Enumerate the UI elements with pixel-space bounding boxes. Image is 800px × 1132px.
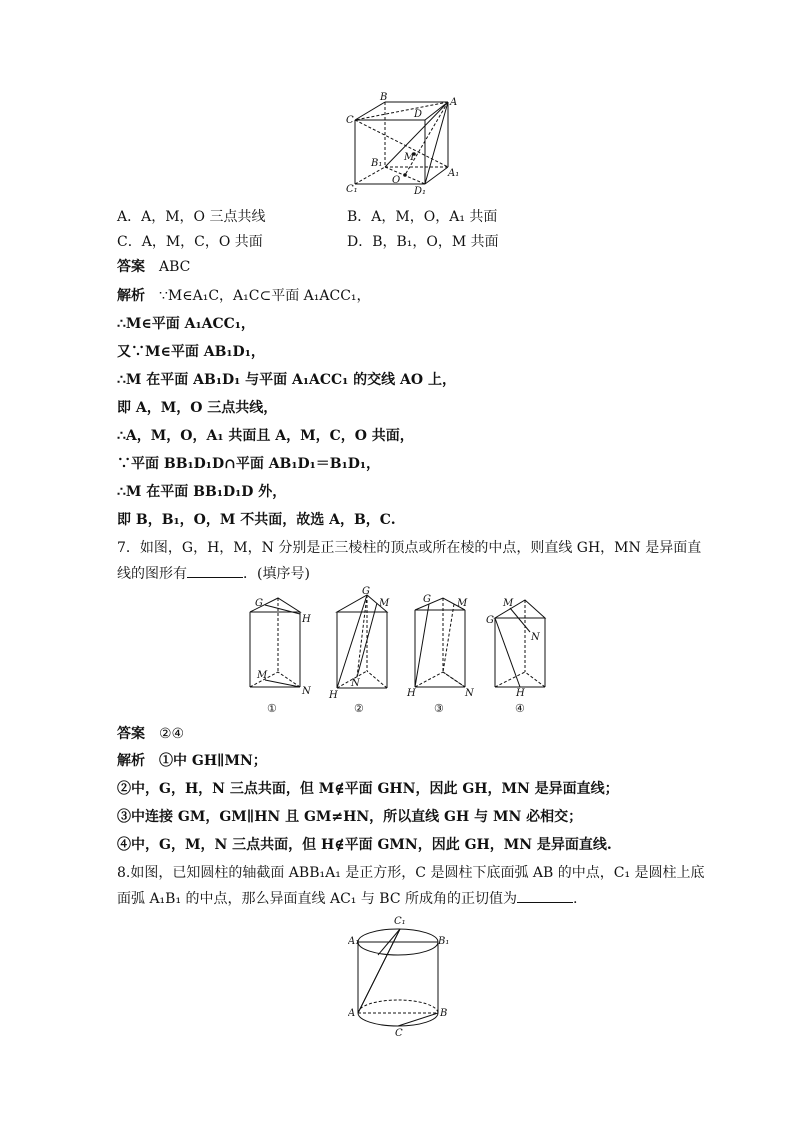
label-a: A (450, 97, 458, 108)
q6-solution-line-9: 即 B，B₁，O，M 不共面，故选 A，B，C. (117, 512, 396, 528)
label-c: C (395, 1028, 403, 1038)
cylinder-figure (348, 908, 458, 1038)
solution-text: ∵M∈A₁C，A₁C⊂平面 A₁ACC₁， (159, 288, 371, 304)
option-a: A．A，M，O 三点共线 (117, 209, 266, 225)
q6-solution-line-1 (117, 287, 371, 305)
q6-answer (117, 258, 190, 276)
label-g: G (486, 615, 494, 626)
solution-label: 解析 (117, 753, 145, 769)
solution-text: ①中 GH∥MN； (159, 753, 267, 769)
label-n: N (351, 678, 360, 689)
q7-solution-line-3: ③中连接 GM，GM∥HN 且 GM≠HN，所以直线 GH 与 MN 必相交； (117, 809, 583, 825)
label-a1: A₁ (448, 168, 460, 179)
label-n: N (465, 688, 474, 699)
prism-figure-2 (327, 585, 402, 717)
label-b: B (440, 1008, 448, 1019)
label-b: B (380, 92, 388, 103)
answer-value: ABC (159, 259, 191, 275)
option-b: B．A，M，O，A₁ 共面 (347, 209, 498, 225)
solution-label: 解析 (117, 288, 145, 304)
point-o (403, 173, 407, 177)
q6-solution-line-3: 又∵M∈平面 AB₁D₁， (117, 344, 265, 360)
label-g: G (423, 594, 431, 605)
label-c: C (346, 115, 354, 126)
answer-label: 答案 (117, 726, 145, 742)
cube-figure (340, 92, 470, 202)
answer-blank (517, 890, 573, 903)
label-d1: D₁ (414, 186, 427, 197)
label-h: H (516, 688, 525, 699)
label-m: M (503, 598, 514, 609)
q7-stem-line-2: 线的图形有 ．(填序号) (117, 566, 310, 582)
label-g: G (362, 586, 370, 597)
figure-number-4: ④ (515, 702, 525, 715)
q7-solution-line-1 (117, 752, 267, 770)
prism-figure-4 (485, 592, 560, 717)
q7-answer (117, 725, 184, 743)
label-g: G (255, 598, 263, 609)
label-b1: B₁ (438, 936, 450, 947)
label-b1: B₁ (371, 158, 383, 169)
label-h: H (329, 690, 338, 701)
q6-solution-line-6: ∴A，M，O，A₁ 共面且 A，M，C，O 共面， (117, 428, 414, 444)
label-c1: C₁ (346, 184, 358, 195)
label-m: M (404, 152, 415, 163)
answer-value: ②④ (159, 726, 185, 742)
label-a1: A₁ (348, 936, 360, 947)
label-o: O (392, 175, 401, 186)
label-h: H (302, 614, 311, 625)
q6-solution-line-7: ∵平面 BB₁D₁D∩平面 AB₁D₁＝B₁D₁， (117, 456, 381, 472)
answer-label: 答案 (117, 259, 145, 275)
q7-solution-line-4: ④中，G，M，N 三点共面，但 H∉平面 GMN，因此 GH，MN 是异面直线. (117, 837, 612, 853)
q6-solution-line-5: 即 A，M，O 三点共线， (117, 400, 278, 416)
label-h: H (407, 688, 416, 699)
prism-figure-1 (245, 592, 320, 717)
option-d: D．B，B₁，O，M 共面 (347, 234, 499, 250)
label-n: N (302, 686, 311, 697)
figure-number-1: ① (267, 702, 277, 715)
label-m: M (379, 598, 390, 609)
q6-solution-line-4: ∴M 在平面 AB₁D₁ 与平面 A₁ACC₁ 的交线 AO 上， (117, 372, 456, 388)
answer-blank (187, 565, 243, 578)
option-c: C．A，M，C，O 共面 (117, 234, 263, 250)
label-n: N (531, 632, 540, 643)
q8-stem-line-2: 面弧 A₁B₁ 的中点，那么异面直线 AC₁ 与 BC 所成角的正切值为 . (117, 891, 578, 907)
label-m: M (457, 598, 468, 609)
figure-number-3: ③ (434, 702, 444, 715)
q7-solution-line-2: ②中，G，H，N 三点共面，但 M∉平面 GHN，因此 GH，MN 是异面直线； (117, 781, 619, 797)
prism-figure-3 (405, 592, 480, 717)
label-a: A (348, 1008, 356, 1019)
label-c1: C₁ (394, 916, 406, 927)
label-m: M (257, 670, 268, 681)
q8-stem-line-1: 8.如图，已知圆柱的轴截面 ABB₁A₁ 是正方形，C 是圆柱下底面弧 AB 的中点，C₁ 是圆柱上底 (117, 865, 705, 881)
q6-solution-line-2: ∴M∈平面 A₁ACC₁， (117, 316, 255, 332)
q6-solution-line-8: ∴M 在平面 BB₁D₁D 外， (117, 484, 287, 500)
figure-number-2: ② (354, 702, 364, 715)
label-d: D (414, 109, 423, 120)
q7-stem-line-1: 7．如图，G，H，M，N 分别是正三棱柱的顶点或所在棱的中点，则直线 GH，MN 是异面直 (117, 540, 702, 556)
